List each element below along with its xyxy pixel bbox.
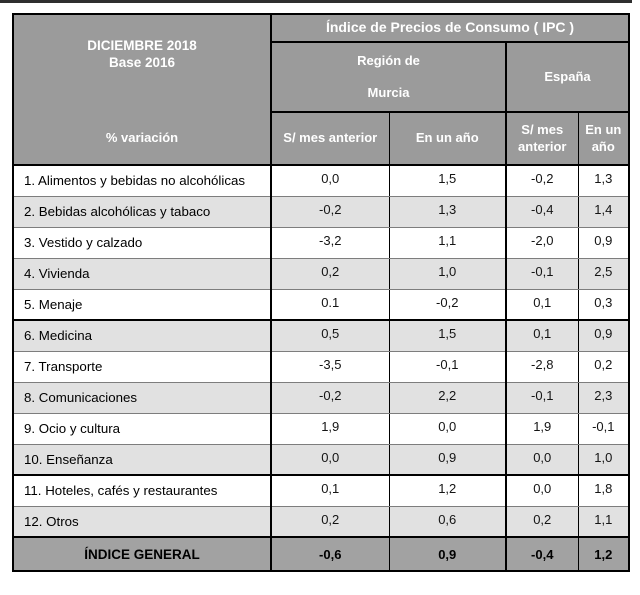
table-row bbox=[13, 320, 629, 351]
value-cell: 0,3 bbox=[578, 289, 629, 320]
category-cell: 2. Bebidas alcohólicas y tabaco bbox=[13, 196, 271, 227]
total-label-cell: ÍNDICE GENERAL bbox=[13, 537, 271, 571]
value-cell: 1,0 bbox=[389, 258, 506, 289]
col-header-murcia-ano: En un año bbox=[389, 112, 506, 165]
value-cell: 1,1 bbox=[578, 506, 629, 537]
value-cell: 0,0 bbox=[271, 444, 389, 475]
category-cell: 5. Menaje bbox=[13, 289, 271, 320]
table-row bbox=[13, 289, 629, 320]
category-cell: 8. Comunicaciones bbox=[13, 382, 271, 413]
value-cell: -2,8 bbox=[506, 351, 578, 382]
table-row bbox=[13, 351, 629, 382]
value-cell: 1,9 bbox=[271, 413, 389, 444]
col-header-murcia-mes: S/ mes anterior bbox=[271, 112, 389, 165]
category-cell: 4. Vivienda bbox=[13, 258, 271, 289]
table-title: Índice de Precios de Consumo ( IPC ) bbox=[271, 14, 629, 42]
value-cell: 2,3 bbox=[578, 382, 629, 413]
value-cell: 0,1 bbox=[271, 475, 389, 506]
value-cell: 0,9 bbox=[578, 320, 629, 351]
value-cell: 0,9 bbox=[578, 227, 629, 258]
value-cell: 2,2 bbox=[389, 382, 506, 413]
value-cell: -0,2 bbox=[389, 289, 506, 320]
table-row bbox=[13, 227, 629, 258]
category-cell: 7. Transporte bbox=[13, 351, 271, 382]
category-cell: 12. Otros bbox=[13, 506, 271, 537]
subheader-row bbox=[13, 112, 629, 165]
period-line1: DICIEMBRE 2018 bbox=[87, 37, 197, 53]
value-cell: 1,4 bbox=[578, 196, 629, 227]
value-cell: -0,1 bbox=[506, 382, 578, 413]
value-cell: 0.1 bbox=[271, 289, 389, 320]
value-cell: 2,5 bbox=[578, 258, 629, 289]
region-line2: Murcia bbox=[367, 85, 410, 100]
ipc-table bbox=[12, 13, 630, 572]
value-cell: 1,3 bbox=[389, 196, 506, 227]
table-row bbox=[13, 444, 629, 475]
category-cell: 9. Ocio y cultura bbox=[13, 413, 271, 444]
table-row bbox=[13, 382, 629, 413]
value-cell: -3,2 bbox=[271, 227, 389, 258]
value-cell: 0,1 bbox=[506, 289, 578, 320]
value-cell: 1,8 bbox=[578, 475, 629, 506]
espana-header: España bbox=[506, 42, 629, 112]
period-line2: Base 2016 bbox=[108, 54, 176, 70]
value-cell: 0,9 bbox=[389, 444, 506, 475]
value-cell: 0,0 bbox=[506, 475, 578, 506]
region-line1: Región de bbox=[357, 53, 420, 68]
value-cell: -0,2 bbox=[271, 382, 389, 413]
value-cell: 0,0 bbox=[389, 413, 506, 444]
table-row bbox=[13, 413, 629, 444]
value-cell: 0,2 bbox=[506, 506, 578, 537]
total-value-cell: 1,2 bbox=[578, 537, 629, 571]
value-cell: -0,4 bbox=[506, 196, 578, 227]
value-cell: 0,1 bbox=[506, 320, 578, 351]
title-row bbox=[13, 14, 629, 42]
table-row bbox=[13, 196, 629, 227]
value-cell: -0,2 bbox=[506, 165, 578, 196]
value-cell: 1,5 bbox=[389, 165, 506, 196]
table-row bbox=[13, 475, 629, 506]
category-cell: 6. Medicina bbox=[13, 320, 271, 351]
value-cell: -0,1 bbox=[578, 413, 629, 444]
value-cell: -0,1 bbox=[506, 258, 578, 289]
value-cell: 0,0 bbox=[271, 165, 389, 196]
period-cell bbox=[13, 14, 271, 112]
category-cell: 10. Enseñanza bbox=[13, 444, 271, 475]
value-cell: 0,5 bbox=[271, 320, 389, 351]
top-divider bbox=[0, 0, 632, 3]
total-row bbox=[13, 537, 629, 571]
value-cell: 1,3 bbox=[578, 165, 629, 196]
value-cell: 1,5 bbox=[389, 320, 506, 351]
value-cell: -3,5 bbox=[271, 351, 389, 382]
value-cell: 1,2 bbox=[389, 475, 506, 506]
col-header-espana-mes: S/ mes anterior bbox=[506, 112, 578, 165]
value-cell: 0,0 bbox=[506, 444, 578, 475]
col-header-espana-ano: En un año bbox=[578, 112, 629, 165]
total-value-cell: -0,4 bbox=[506, 537, 578, 571]
category-cell: 3. Vestido y calzado bbox=[13, 227, 271, 258]
table-row bbox=[13, 165, 629, 196]
value-cell: 1,0 bbox=[578, 444, 629, 475]
value-cell: -0,1 bbox=[389, 351, 506, 382]
table-row bbox=[13, 506, 629, 537]
value-cell: -2,0 bbox=[506, 227, 578, 258]
region-murcia-header bbox=[271, 42, 506, 112]
value-cell: 1,9 bbox=[506, 413, 578, 444]
value-cell: 0,2 bbox=[271, 258, 389, 289]
value-cell: 0,2 bbox=[271, 506, 389, 537]
value-cell: -0,2 bbox=[271, 196, 389, 227]
total-value-cell: 0,9 bbox=[389, 537, 506, 571]
value-cell: 0,6 bbox=[389, 506, 506, 537]
table-row bbox=[13, 258, 629, 289]
variation-header: % variación bbox=[13, 112, 271, 165]
total-value-cell: -0,6 bbox=[271, 537, 389, 571]
value-cell: 1,1 bbox=[389, 227, 506, 258]
value-cell: 0,2 bbox=[578, 351, 629, 382]
category-cell: 1. Alimentos y bebidas no alcohólicas bbox=[13, 165, 271, 196]
category-cell: 11. Hoteles, cafés y restaurantes bbox=[13, 475, 271, 506]
